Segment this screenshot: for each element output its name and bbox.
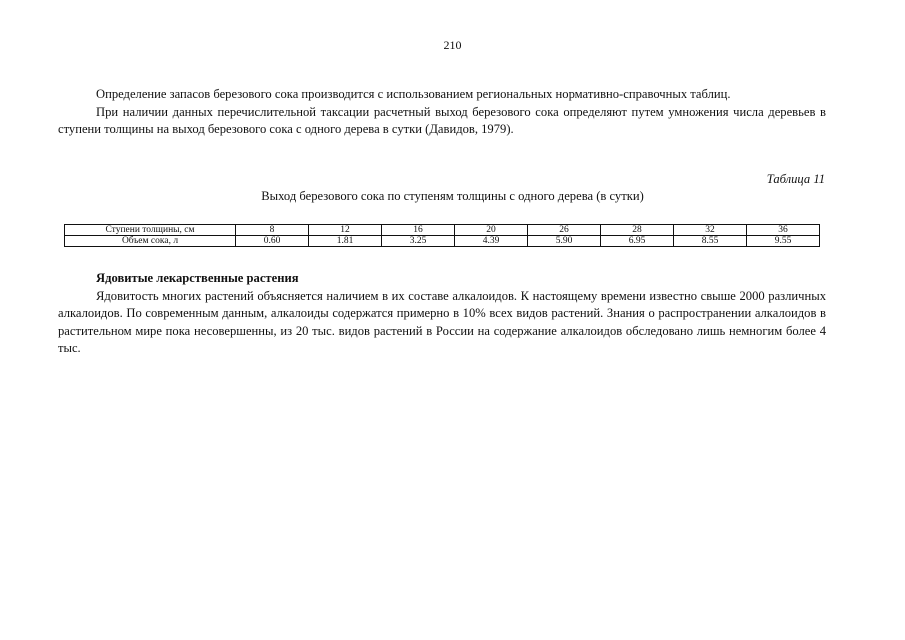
sap-yield-table [64,224,820,247]
table-cell: 32 [674,225,747,236]
table-cell: 9.55 [747,236,820,247]
paragraph-reserves: Определение запасов березового сока производится с использованием региональных нормативно-справочных таблиц. [96,87,731,101]
table-cell: 36 [747,225,820,236]
table-cell: 20 [455,225,528,236]
table-cell: 3.25 [382,236,455,247]
table-cell: 5.90 [528,236,601,247]
table-label: Таблица 11 [766,172,825,186]
section-title: Ядовитые лекарственные растения [96,271,299,285]
table-cell: 28 [601,225,674,236]
table-cell: 6.95 [601,236,674,247]
table-cell: 26 [528,225,601,236]
table-row [65,236,820,247]
section-paragraph: Ядовитость многих растений объясняется наличием в их составе алкалоидов. К настоящему времени известно свыше 2000 различных алкалоидов. По современным данным, алкалоиды содержатся примерно в 10% всех видов растений. Знания о распространении алкалоидов в растительном мире пока несовершенны, из 20 тыс. видов растений в России на содержание алкалоидов обследовано лишь немногим более 4 тыс. [58,288,826,355]
table-cell: 1.81 [309,236,382,247]
paragraph-taxation: При наличии данных перечислительной таксации расчетный выход березового сока определяют путем умножения числа деревьев в ступени толщины на выход березового сока с одного дерева в сутки (Давидов, 1979). [58,104,826,136]
table-cell: 8 [236,225,309,236]
intro-paragraphs [58,86,826,139]
table-cell: 16 [382,225,455,236]
table-row [65,225,820,236]
table-cell: Ступени толщины, см [65,225,236,236]
table-cell: 0.60 [236,236,309,247]
table-cell: 4.39 [455,236,528,247]
table-cell: 8.55 [674,236,747,247]
table-cell: 12 [309,225,382,236]
section-poisonous-plants [58,270,826,358]
table-title: Выход березового сока по ступеням толщины с одного дерева (в сутки) [261,189,644,203]
table-cell: Объем сока, л [65,236,236,247]
page-number: 210 [443,38,462,52]
